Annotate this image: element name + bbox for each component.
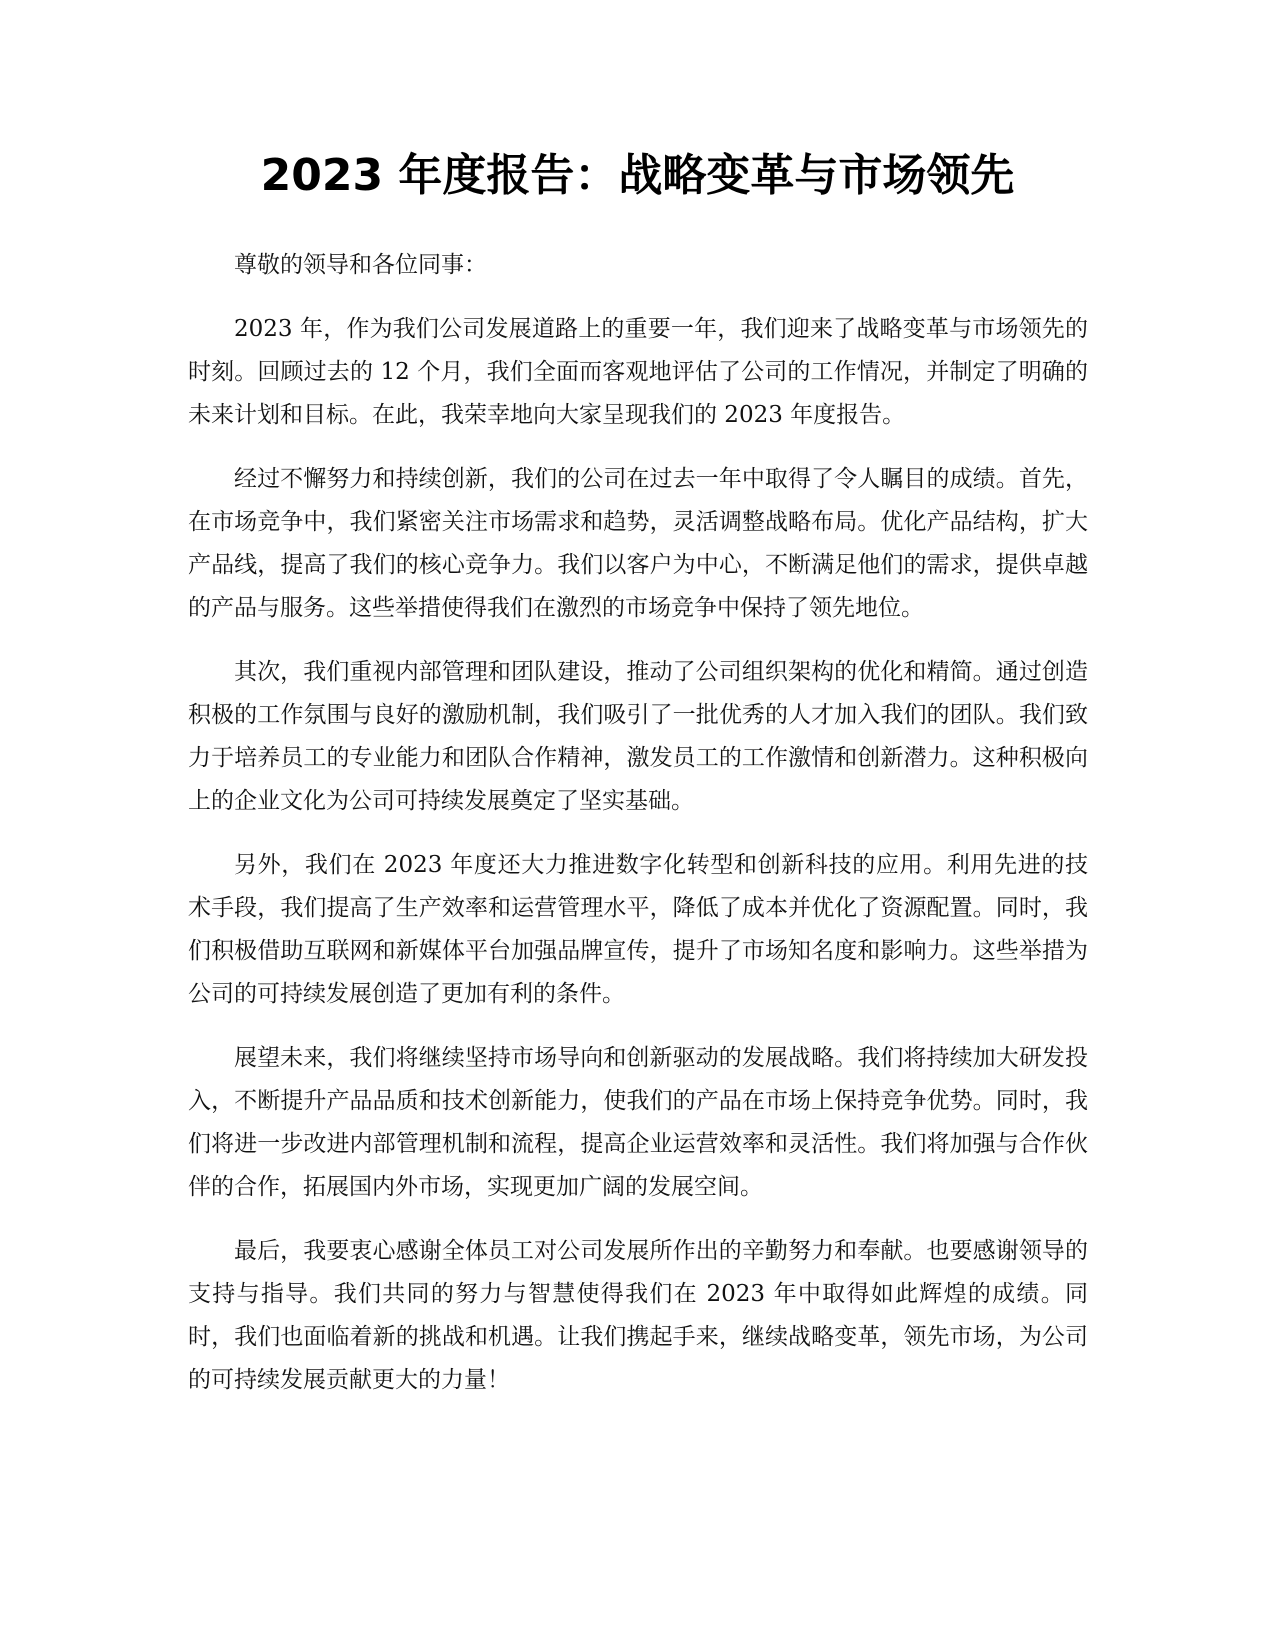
paragraph-2: 经过不懈努力和持续创新，我们的公司在过去一年中取得了令人瞩目的成绩。首先，在市场竞争中，我们紧密关注市场需求和趋势，灵活调整战略布局。优化产品结构，扩大产品线，提高了我们的核心竞争力。我们以客户为中心，不断满足他们的需求，提供卓越的产品与服务。这些举措使得我们在激烈的市场竞争中保持了领先地位。 — [188, 466, 1088, 621]
paragraph-3: 其次，我们重视内部管理和团队建设，推动了公司组织架构的优化和精简。通过创造积极的工作氛围与良好的激励机制，我们吸引了一批优秀的人才加入我们的团队。我们致力于培养员工的专业能力和团队合作精神，激发员工的工作激情和创新潜力。这种积极向上的企业文化为公司可持续发展奠定了坚实基础。 — [188, 659, 1088, 814]
paragraph-1: 2023 年，作为我们公司发展道路上的重要一年，我们迎来了战略变革与市场领先的时刻。回顾过去的 12 个月，我们全面而客观地评估了公司的工作情况，并制定了明确的未来计划和目标。在此，我荣幸地向大家呈现我们的 2023 年度报告。 — [188, 316, 1088, 428]
document-title: 2023 年度报告：战略变革与市场领先 — [260, 150, 1015, 201]
paragraph-5: 展望未来，我们将继续坚持市场导向和创新驱动的发展战略。我们将持续加大研发投入，不断提升产品品质和技术创新能力，使我们的产品在市场上保持竞争优势。同时，我们将进一步改进内部管理机制和流程，提高企业运营效率和灵活性。我们将加强与合作伙伴的合作，拓展国内外市场，实现更加广阔的发展空间。 — [188, 1045, 1088, 1200]
paragraph-6: 最后，我要衷心感谢全体员工对公司发展所作出的辛勤努力和奉献。也要感谢领导的支持与指导。我们共同的努力与智慧使得我们在 2023 年中取得如此辉煌的成绩。同时，我们也面临着新的挑战和机遇。让我们携起手来，继续战略变革，领先市场，为公司的可持续发展贡献更大的力量！ — [188, 1238, 1088, 1393]
document-body — [188, 244, 1088, 1423]
greeting: 尊敬的领导和各位同事： — [234, 252, 487, 278]
paragraph-4: 另外，我们在 2023 年度还大力推进数字化转型和创新科技的应用。利用先进的技术手段，我们提高了生产效率和运营管理水平，降低了成本并优化了资源配置。同时，我们积极借助互联网和新媒体平台加强品牌宣传，提升了市场知名度和影响力。这些举措为公司的可持续发展创造了更加有利的条件。 — [188, 852, 1088, 1007]
